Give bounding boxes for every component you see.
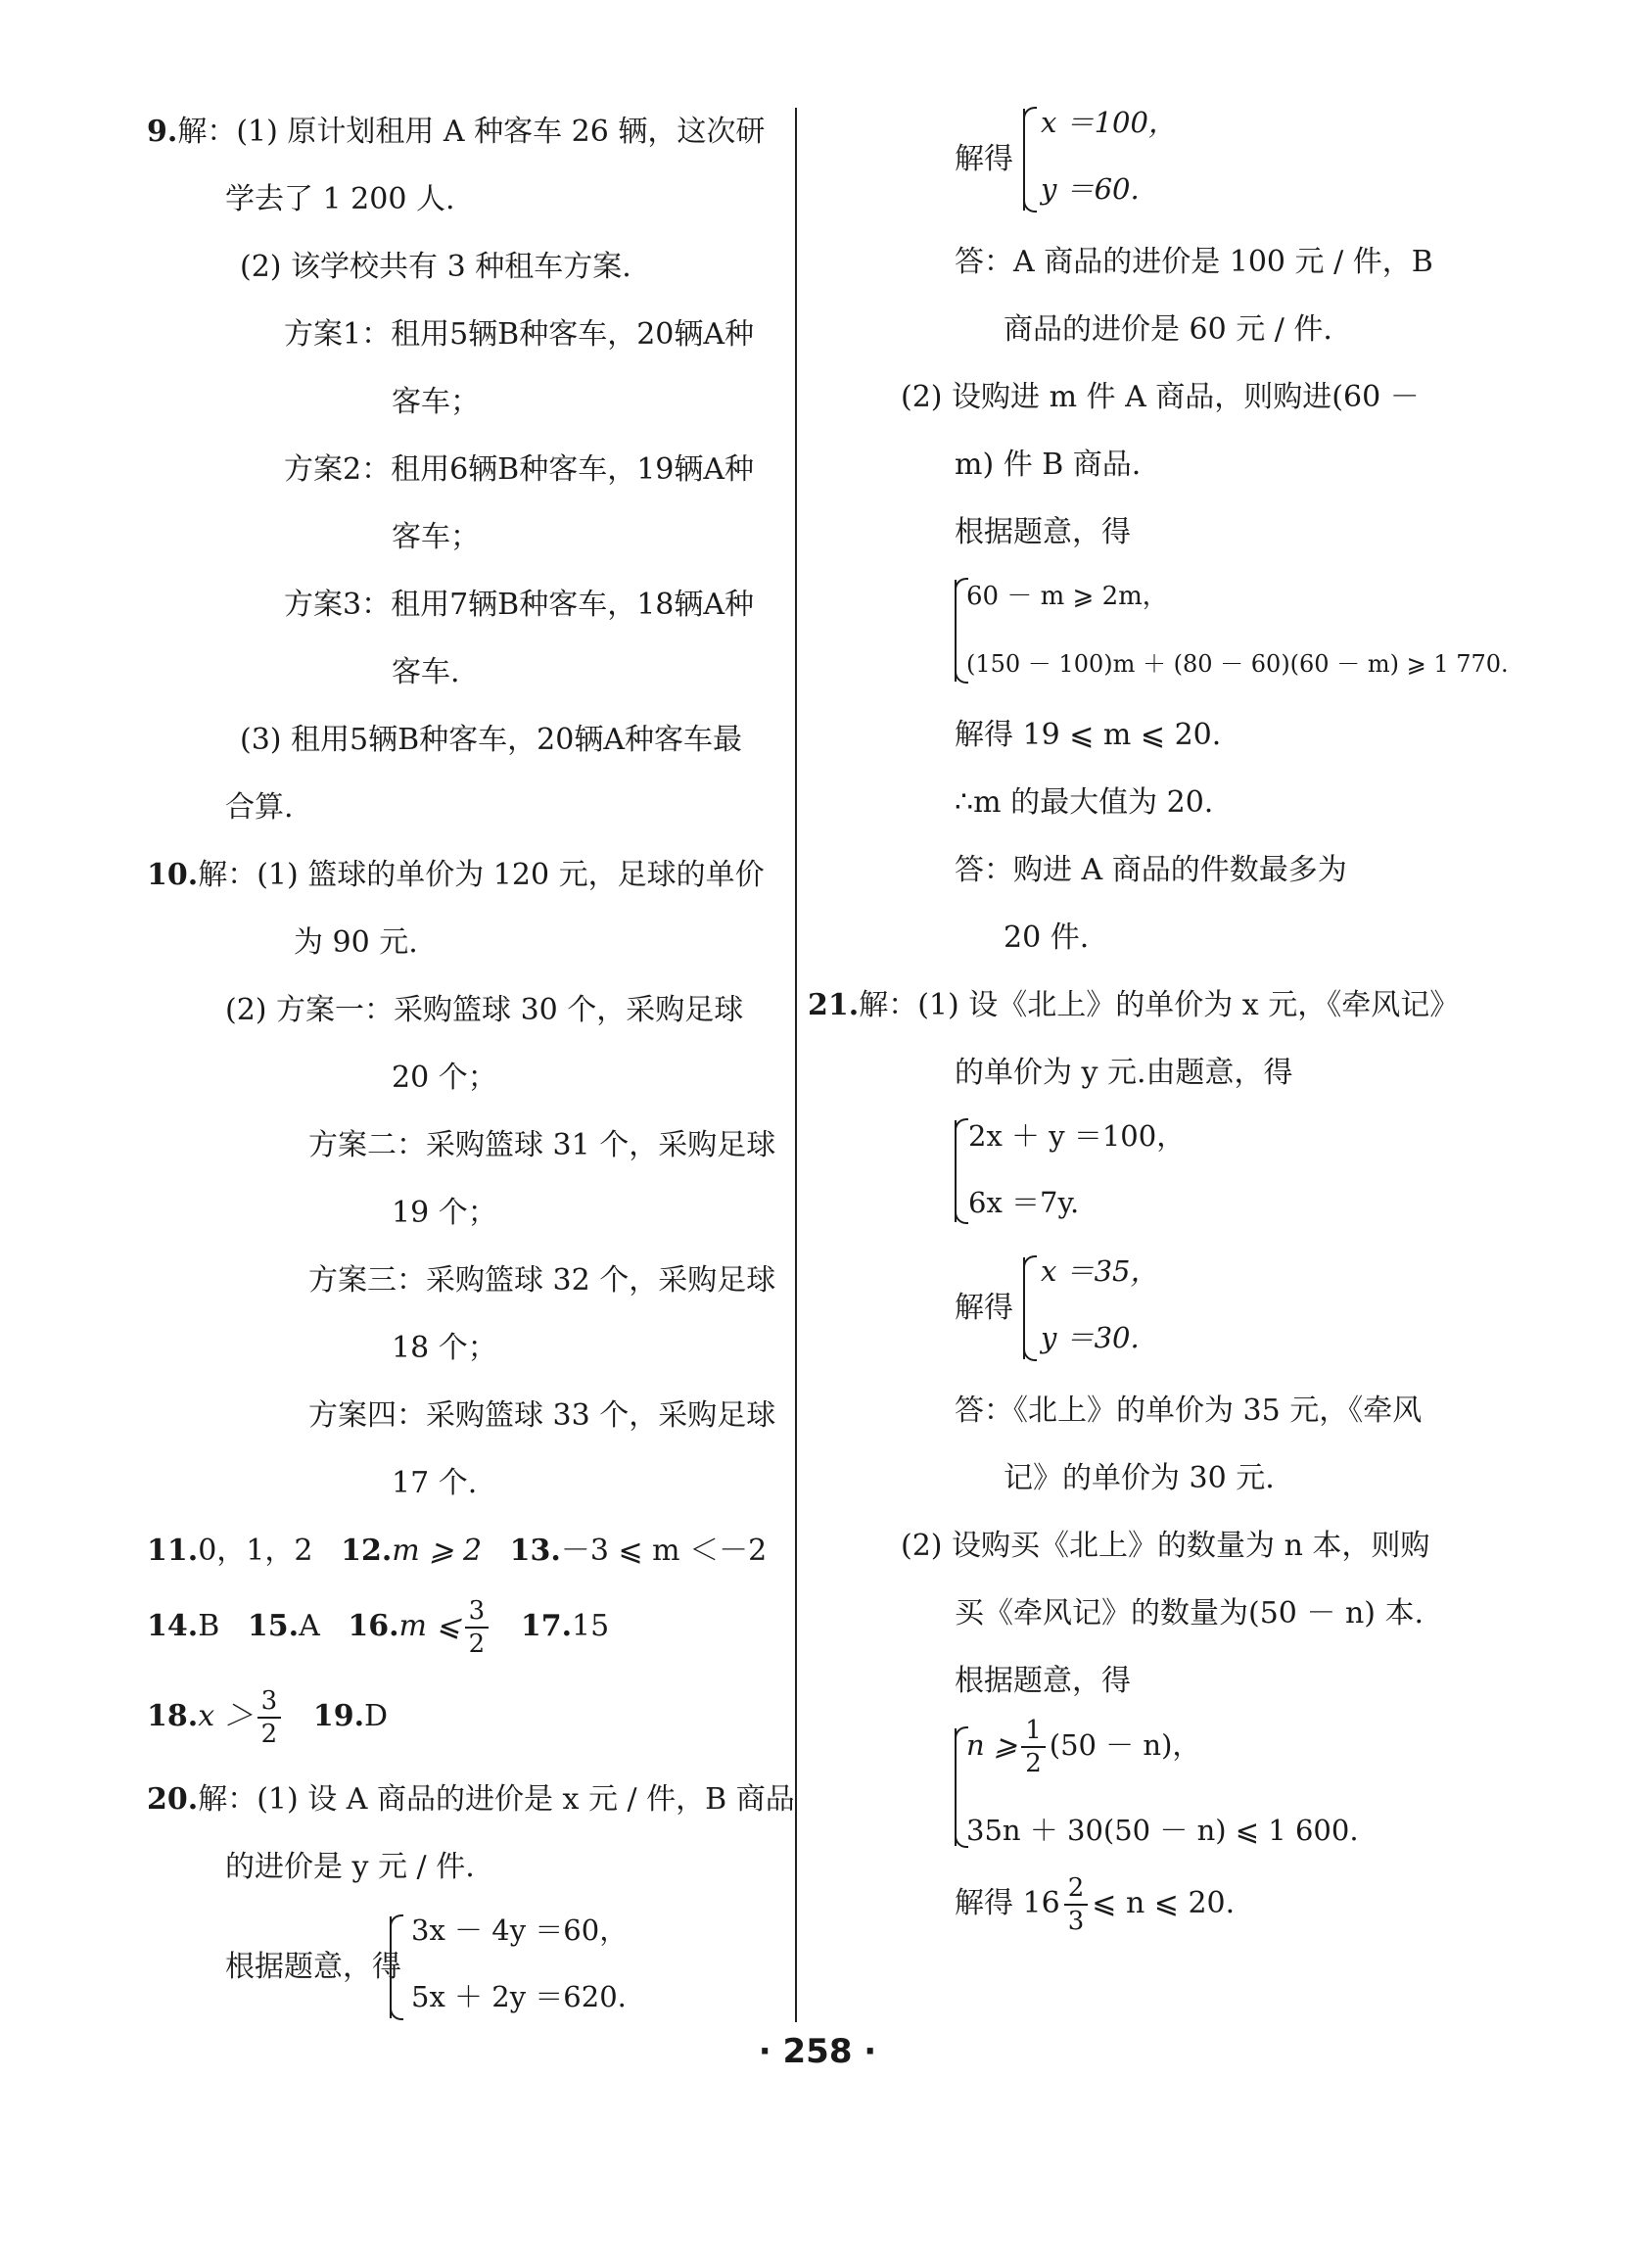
- q20-eq-1: 3x － 4y ＝60，: [411, 1914, 629, 1947]
- q21-line-2: 的单价为 y 元.由题意，得: [955, 1056, 1293, 1090]
- q21-ineq-1-rhs: (50 － n)，: [1049, 1728, 1201, 1762]
- q14-number: 14.: [147, 1609, 199, 1643]
- q21-final-rhs: ⩽ n ⩽ 20.: [1092, 1886, 1236, 1920]
- q18-answer: x ＞: [198, 1699, 254, 1733]
- system-brace: [1023, 1257, 1041, 1359]
- q20-text-1: 解：(1) 设 A 商品的进价是 x 元 / 件，B 商品: [198, 1782, 795, 1817]
- q16-denominator: 2: [468, 1630, 486, 1659]
- q9-text-1: 解：(1) 原计划租用 A 种客车 26 辆，这次研: [177, 115, 766, 149]
- q9-line-5: 客车；: [392, 385, 480, 419]
- q21-text-1: 解：(1) 设《北上》的单价为 x 元，《牵风记》: [859, 988, 1460, 1022]
- q18-fraction: [257, 1685, 282, 1750]
- q21-answer-line-1: 答：《北上》的单价为 35 元，《牵风: [955, 1394, 1423, 1428]
- q10-line-1: [147, 841, 788, 909]
- q10-line-8: 18 个；: [392, 1331, 497, 1365]
- q20-answer-line-1: 答：A 商品的进价是 100 元 / 件，B: [955, 245, 1433, 279]
- q11-number: 11.: [147, 1534, 199, 1568]
- q21-ineq-1-lhs: n ⩾: [966, 1728, 1018, 1762]
- q20-part2-line-5: ∴m 的最大值为 20.: [955, 785, 1214, 820]
- q20-eq-2: 5x ＋ 2y ＝620.: [411, 1980, 627, 2013]
- q21-final-fraction: [1064, 1872, 1089, 1937]
- q12-answer: m ⩾ 2: [392, 1534, 483, 1568]
- q21-final-numerator: 2: [1064, 1872, 1089, 1906]
- q21-ineq-2: 35n ＋ 30(50 － n) ⩽ 1 600.: [966, 1814, 1359, 1847]
- q9-line-6: 方案2：租用6辆B种客车，19辆A种: [284, 452, 755, 487]
- q9-line-3: (2) 该学校共有 3 种租车方案.: [240, 250, 631, 284]
- left-column: [147, 98, 795, 2036]
- q21-solution-1: x ＝35，: [1041, 1254, 1159, 1288]
- q16-answer: m ⩽: [398, 1609, 461, 1643]
- q11-answer: 0，1，2: [198, 1534, 313, 1568]
- q20-equation-system: [225, 1901, 788, 2036]
- q21-final-denominator: 3: [1067, 1907, 1085, 1936]
- q11-13-line: [147, 1517, 788, 1584]
- column-divider: [795, 108, 797, 2022]
- q21-solution-2: y ＝30.: [1041, 1321, 1140, 1354]
- right-column: [808, 93, 1509, 1945]
- q21-inequality-system: [955, 1715, 1459, 1862]
- q21-solution-system: [955, 1242, 1459, 1377]
- q18-19-line: [147, 1668, 788, 1766]
- q21-line-1: [808, 971, 1459, 1039]
- q20-inequality-system: [955, 566, 1509, 701]
- q9-line-2: 学去了 1 200 人.: [225, 182, 455, 216]
- q14-17-line: [147, 1584, 788, 1668]
- q20-answer-line-2: 商品的进价是 60 元 / 件.: [1004, 312, 1332, 347]
- q19-number: 19.: [312, 1699, 365, 1733]
- q9-number: 9.: [147, 115, 178, 149]
- system-brace: [1023, 109, 1041, 211]
- q9-line-11: 合算.: [225, 790, 294, 825]
- q21-part2-line-2: 买《牵风记》的数量为(50 － n) 本.: [955, 1596, 1425, 1630]
- q21-final-lhs: 解得 16: [955, 1886, 1060, 1920]
- q9-line-7: 客车；: [392, 520, 480, 554]
- q21-eq-2: 6x ＝7y.: [968, 1186, 1080, 1219]
- q20-solution-1: x ＝100，: [1041, 106, 1177, 139]
- q10-line-6: 19 个；: [392, 1196, 497, 1230]
- q13-answer: －3 ⩽ m ＜－2: [560, 1534, 768, 1568]
- q20-part2-line-6: 答：购进 A 商品的件数最多为: [955, 853, 1347, 887]
- q15-answer: A: [299, 1609, 320, 1643]
- q20-part2-line-4: 解得 19 ⩽ m ⩽ 20.: [955, 718, 1222, 752]
- q18-number: 18.: [147, 1699, 199, 1733]
- q21-eq-1: 2x ＋ y ＝100，: [968, 1119, 1186, 1153]
- q21-ineq-fraction: [1021, 1715, 1046, 1779]
- q9-line-4: 方案1：租用5辆B种客车，20辆A种: [284, 317, 755, 352]
- q18-denominator: 2: [260, 1720, 278, 1749]
- q20-system-label: 根据题意，得: [225, 1950, 401, 1984]
- q20-solution-label: 解得: [955, 142, 1013, 176]
- q21-number: 21.: [808, 988, 860, 1022]
- q21-equation-system: [955, 1107, 1459, 1242]
- q21-ineq-1: [966, 1715, 1200, 1779]
- q20-part2-line-7: 20 件.: [1004, 921, 1090, 955]
- q15-number: 15.: [247, 1609, 300, 1643]
- q16-number: 16.: [348, 1609, 399, 1643]
- q21-answer-line-2: 记》的单价为 30 元.: [1004, 1461, 1275, 1495]
- q21-part2-line-3: 根据题意，得: [955, 1664, 1131, 1698]
- page-number: · 258 ·: [758, 2032, 877, 2071]
- q20-solution-system: [955, 93, 1459, 228]
- q20-number: 20.: [147, 1782, 199, 1817]
- q10-line-10: 17 个.: [392, 1466, 478, 1500]
- q10-line-5: 方案二：采购篮球 31 个，采购足球: [308, 1128, 776, 1162]
- q9-line-10: (3) 租用5辆B种客车，20辆A种客车最: [240, 723, 743, 757]
- q20-part2-line-2: m) 件 B 商品.: [955, 448, 1142, 482]
- q20-part2-line-1: (2) 设购进 m 件 A 商品，则购进(60 －: [901, 380, 1420, 414]
- q10-line-7: 方案三：采购篮球 32 个，采购足球: [308, 1263, 776, 1298]
- q9-line-8: 方案3：租用7辆B种客车，18辆A种: [284, 588, 755, 622]
- q21-solution-label: 解得: [955, 1291, 1013, 1325]
- q20-part2-line-3: 根据题意，得: [955, 515, 1131, 549]
- q14-answer: B: [198, 1609, 220, 1643]
- q10-line-3: (2) 方案一：采购篮球 30 个，采购足球: [225, 993, 744, 1027]
- q10-line-9: 方案四：采购篮球 33 个，采购足球: [308, 1398, 776, 1433]
- q21-ineq-numerator: 1: [1021, 1715, 1046, 1748]
- q21-part2-line-1: (2) 设购买《北上》的数量为 n 本，则购: [901, 1529, 1430, 1563]
- q13-number: 13.: [509, 1534, 561, 1568]
- q16-fraction: [465, 1595, 490, 1660]
- q10-number: 10.: [147, 858, 199, 892]
- q10-text-1: 解：(1) 篮球的单价为 120 元，足球的单价: [198, 858, 765, 892]
- q17-number: 17.: [520, 1609, 573, 1643]
- q17-answer: 15: [572, 1609, 610, 1643]
- q20-solution-2: y ＝60.: [1041, 172, 1140, 206]
- q21-final-line: [832, 1862, 1459, 1945]
- q20-line-2: 的进价是 y 元 / 件.: [225, 1850, 475, 1884]
- q20-ineq-2: (150 － 100)m ＋ (80 － 60)(60 － m) ⩾ 1 770.: [966, 650, 1509, 678]
- q12-number: 12.: [341, 1534, 393, 1568]
- q10-line-4: 20 个；: [392, 1061, 497, 1095]
- q16-numerator: 3: [465, 1595, 490, 1629]
- q20-ineq-1: 60 － m ⩾ 2m，: [966, 582, 1168, 611]
- q19-answer: D: [364, 1699, 389, 1733]
- system-brace: [390, 1916, 407, 2018]
- q21-ineq-denominator: 2: [1025, 1749, 1042, 1778]
- q9-line-1: [147, 98, 788, 165]
- q20-line-1: [147, 1766, 795, 1833]
- q9-line-9: 客车.: [392, 655, 460, 689]
- q10-line-2: 为 90 元.: [294, 925, 418, 960]
- q18-numerator: 3: [257, 1685, 282, 1719]
